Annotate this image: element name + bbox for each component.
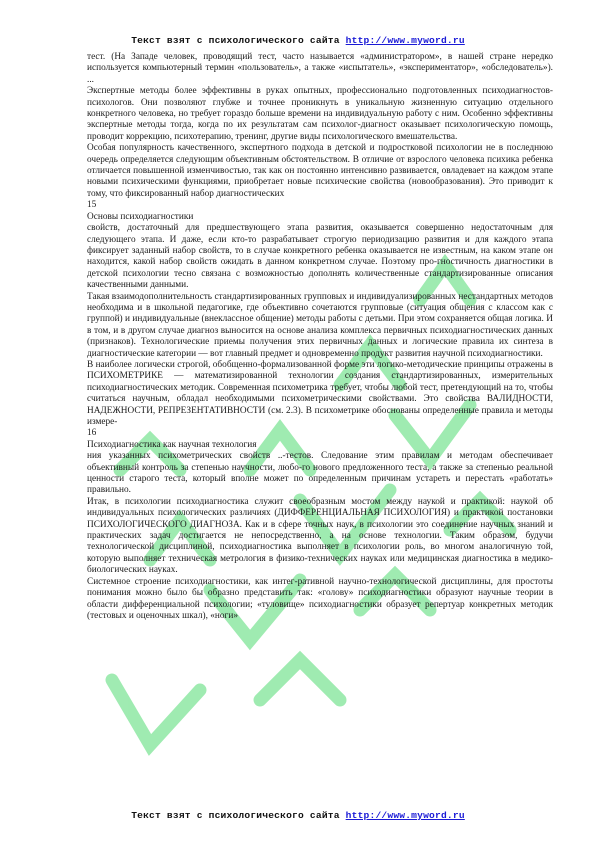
running-head: Психодиагностика как научная технология <box>87 439 257 450</box>
paragraph: Системное строение психодиагностики, как интег-ративной научно-технологической дисциплины, для простоты понимания можно было бы образно представить так: «голову» психодиагностики образуют научные теории в области дифференциальной психологии; «туловище» психодиагностики образует репертуар конкретных методик (тестовых и оценочных шкал), «ноги» <box>87 576 553 621</box>
paragraph: В наиболее логически строгой, обобщенно-формализованной форме эти логико-методические принципы отражены в ПСИХОМЕТРИКЕ — математизированной технологии создания стандартизированных, измерительных психодиагностических методик. Современная психометрика требует, чтобы любой тест, претендующий на то, чтобы считаться научным, обладал необходимыми психометрическими свойствами. Это свойства ВАЛИДНОСТИ, НАДЕЖНОСТИ, РЕПРЕЗЕНТАТИВНОСТИ (см. 2.3). В психометрике обоснованы определенные правила и методы измере- <box>87 359 553 427</box>
paragraph: Экспертные методы более эффективны в руках опытных, профессионально подготовленных психодиагностов-психологов. Они позволяют глубже и точнее проникнуть в уникальную жизненную ситуацию отдельного конкретного человека, но требует гораздо больше времени на индивидуальную работу с ним. Особенно эффективны экспертные методы тогда, когда по их результатам сам психолог-диагност оказывает психологическую помощь, проводит коррекцию, психотерапию, тренинг, другие виды психологического вмешательства. <box>87 86 553 142</box>
watermark-stroke <box>112 680 200 745</box>
running-head: Основы психодиагностики <box>87 211 194 222</box>
watermark-stroke <box>260 660 340 700</box>
header-site-link[interactable]: http://www.myword.ru <box>345 35 465 46</box>
paragraph: Такая взаимодополнительность стандартизированных групповых и индивидуализированных нестандартных методов необходима и в школьной педагогике, где объективно сочетаются групповые (ситуация общения с классом как с группой) и индивидуальные (внеклассное общение) методы работы с детьми. При этом сохраняется общая логика. И в том, и в другом случае диагноз выносится на основе анализа комплекса первичных психодиагностических данных (признаков). Технологические приемы получения этих первичных данных и логические правила их синтеза в диагностические категории — вот главный предмет и одновременно продукт развития научной психодиагностики. <box>87 291 553 359</box>
page-body <box>87 52 553 622</box>
paragraph: Итак, в психологии психодиагностика служит своеобразным мостом между наукой и практикой: наукой об индивидуальных психологических различиях (ДИФФЕРЕНЦИАЛЬНАЯ ПСИХОЛОГИЯ) и практикой постановки ПСИХОЛОГИЧЕСКОГО ДИАГНОЗА. Как и в сфере точных наук, в психологии это соединение научных знаний и практических задач достигается не непосредственно, а на основе технологии. Таким образом, будучи технологической дисциплиной, психодиагностика выполняет в психологии роль, во многом аналогичную той, которую выполняет техническая метрология в физико-технических науках или медицинская диагностика в медико-биологических науках. <box>87 496 553 576</box>
page-header <box>0 35 596 46</box>
paragraph: тест. (На Западе человек, проводящий тест, часто называется «администратором», в нашей стране нередко используется компьютерный термин «пользователь», а также «испытатель», «экспериментатор», «обследователь»). ... <box>87 52 553 85</box>
paragraph: свойств, достаточный для предшествующего этапа развития, оказывается совершенно недостаточным для следующего этапа. И даже, если кто-то разрабатывает строгую периодизацию развития и для каждого этапа фиксирует заданный набор свойств, то в случае конкретного ребенка оказывается не известным, на каком этапе он находится, какой набор свойств ожидать в данном конкретном случае. Поэтому про-гностичность диагностики в детской психологии тесно связана с возможностью дополнять количественные стандартизированные описания качественными данными. <box>87 223 553 291</box>
footer-text: Текст взят с психологического сайта <box>131 810 346 821</box>
footer-site-link[interactable]: http://www.myword.ru <box>345 810 465 821</box>
page-footer <box>0 810 596 821</box>
paragraph: Особая популярность качественного, экспертного подхода в детской и подростковой психологии не в последнюю очередь определяется следующим объективным обстоятельством. В отличие от взрослого человека психика ребенка отличается повышенной изменчивостью, так как он постоянно интенсивно развивается, овладевает на каждом этапе новыми психическими функциями, приобретает новые психические свойства (новообразования). Это приводит к тому, что фиксированный набор диагностических <box>87 143 553 199</box>
page-number: 16 <box>87 428 97 439</box>
header-text: Текст взят с психологического сайта <box>131 35 346 46</box>
page-number: 15 <box>87 200 97 211</box>
paragraph: ния указанных психометрических свойств ..-тестов. Следование этим правилам и методам обеспечивает объективный контроль за степенью научности, любо-го нового предложенного теста, а также за степенью реальной ценности старого теста, который вполне может по определенным причинам устареть и перестать «работать» правильно. <box>87 451 553 496</box>
